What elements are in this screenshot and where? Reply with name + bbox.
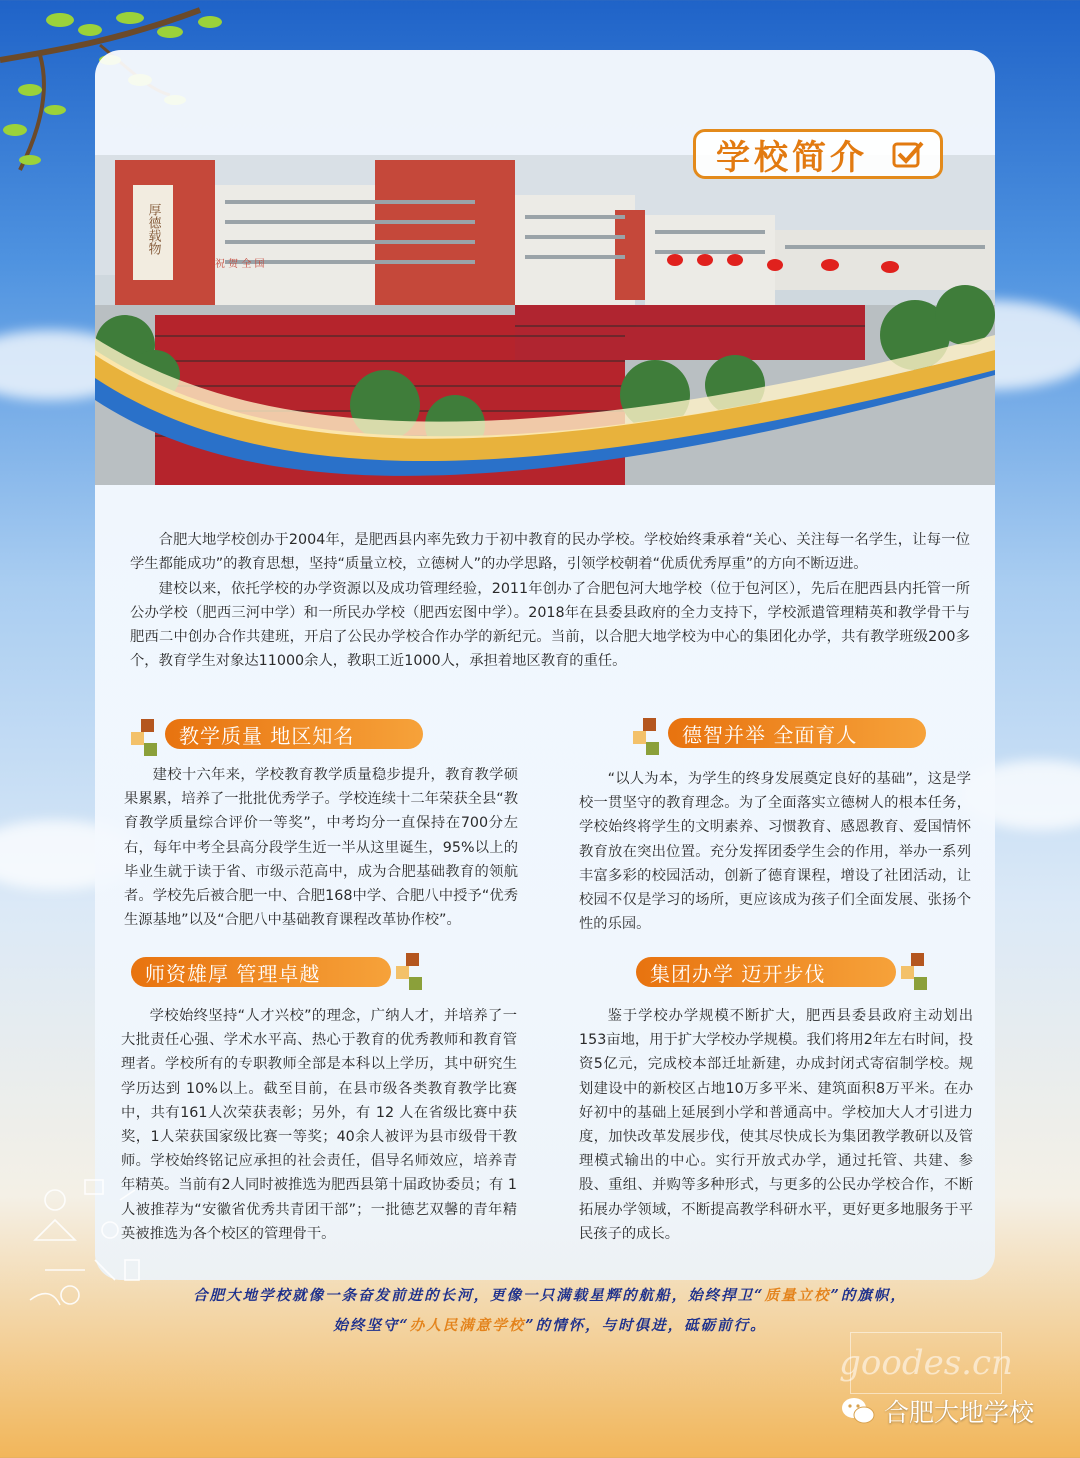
section-header-group: 集团办学 迈开步伐 <box>636 957 896 987</box>
intro-text <box>130 528 970 674</box>
slogan-line-2 <box>130 1314 970 1335</box>
intro-paragraph: 合肥大地学校创办于2004年，是肥西县内率先致力于初中教育的民办学校。学校始终秉承着“关心、关注每一名学生，让每一位学生都能成功”的教育思想，坚持“质量立校，立德树人”的办学思路，引领学校朝着“优质优秀厚重”的方向不断迈进。 <box>130 532 970 573</box>
section-header-moral: 德智并举 全面育人 <box>668 718 926 748</box>
squares-decoration <box>633 718 665 758</box>
squares-decoration <box>396 953 428 993</box>
slogan-line-1 <box>130 1284 970 1305</box>
slogan-highlight: 质量立校 <box>764 1287 831 1304</box>
slogan-text: 合肥大地学校就像一条奋发前进的长河，更像一只满载星辉的航船，始终捍卫“ <box>193 1287 765 1304</box>
section-body-moral <box>579 767 971 936</box>
section-body-quality <box>124 763 518 932</box>
section-paragraph: 学校始终坚持“人才兴校”的理念，广纳人才，并培养了一大批责任心强、学术水平高、热心于教育的优秀教师和教育管理者。学校所有的专职教师全部是本科以上学历，其中研究生学历达到 10%以上。截至目前，在县市级各类教育教学比赛中，共有161人次荣获表彰；另外，有 12 人在省级比赛中获奖，1人荣获国家级比赛一等奖；40余人被评为县市级骨干教师。学校始终铭记应承担的社会责任，倡导名师效应，培养青年精英。当前有2人同时被推选为肥西县第十届政协委员；有 1人被推荐为“安徽省优秀共青团干部”；一批德艺双馨的青年精英被推选为各个校区的管理骨干。 <box>121 1008 517 1242</box>
wechat-icon <box>840 1396 876 1426</box>
slogan-highlight: 办人民满意学校 <box>409 1317 526 1334</box>
section-paragraph: 建校十六年来，学校教育教学质量稳步提升，教育教学硕果累累，培养了一批批优秀学子。学校连续十二年荣获全县“教育教学质量综合评价一等奖”，中考均分一直保持在700分左右，每年中考全县高分段学生近一半从这里诞生，95%以上的毕业生就于读于省、市级示范高中，成为合肥基础教育的领航者。学校先后被合肥一中、合肥168中学、合肥八中授予“优秀生源基地”以及“合肥八中基础教育课程改革协作校”。 <box>124 767 518 929</box>
slogan-text: ”的旗帜， <box>830 1287 907 1304</box>
section-body-group <box>579 1004 973 1246</box>
section-body-teachers <box>121 1004 517 1246</box>
squares-decoration <box>901 953 933 993</box>
section-header-teachers: 师资雄厚 管理卓越 <box>131 957 391 987</box>
section-header-quality: 教学质量 地区知名 <box>165 719 423 749</box>
page-title: 学校简介 <box>716 137 868 178</box>
wechat-brand[interactable] <box>840 1393 1034 1429</box>
check-box-icon <box>892 140 924 170</box>
gold-swoosh-decoration <box>95 330 995 520</box>
intro-paragraph: 建校以来，依托学校的办学资源以及成功管理经验，2011年创办了合肥包河大地学校（位于包河区），先后在肥西县内托管一所公办学校（肥西三河中学）和一所民办学校（肥西宏图中学）。2018年在县委县政府的全力支持下，学校派遣管理精英和教学骨干与肥西二中创办合作共建班，开启了公民办学校合作办学的新纪元。当前，以合肥大地学校为中心的集团化办学，共有教学班级200多个，教育学生对象达11000余人，教职工近1000人，承担着地区教育的重任。 <box>130 580 970 670</box>
brand-name: 合肥大地学校 <box>884 1398 1035 1427</box>
red-banner: 祝 贺 全 国 <box>215 259 265 270</box>
slogan-text: 始终坚守“ <box>333 1317 410 1334</box>
section-title-badge <box>693 129 943 179</box>
squares-decoration <box>131 719 163 759</box>
watermark: goodes.cn <box>850 1332 1002 1394</box>
wall-calligraphy: 厚德载物 <box>145 203 161 255</box>
section-paragraph: “以人为本，为学生的终身发展奠定良好的基础”，这是学校一贯坚守的教育理念。为了全面落实立德树人的根本任务，学校始终将学生的文明素养、习惯教育、感恩教育、爱国情怀教育放在突出位置。充分发挥团委学生会的作用，举办一系列丰富多彩的校园活动，创新了德育课程，增设了社团活动，让校园不仅是学习的场所，更应该成为孩子们全面发展、张扬个性的乐园。 <box>579 771 971 933</box>
section-paragraph: 鉴于学校办学规模不断扩大，肥西县委县政府主动划出153亩地，用于扩大学校办学规模。我们将用2年左右时间，投资5亿元，完成校本部迁址新建，办成封闭式寄宿制学校。规划建设中的新校区占地10万多平米、建筑面积8万平米。在办好初中的基础上延展到小学和普通高中。学校加大人才引进力度，加快改革发展步伐，使其尽快成长为集团教学教研以及管理模式输出的中心。实行开放式办学，通过托管、共建、参股、重组、并购等多种形式，与更多的公民办学校合作，不断拓展办学领域，不断提高教学科研水平，更好更多地服务于平民孩子的成长。 <box>579 1008 973 1242</box>
slogan-text: ”的情怀，与时俱进，砥砺前行。 <box>525 1317 767 1334</box>
